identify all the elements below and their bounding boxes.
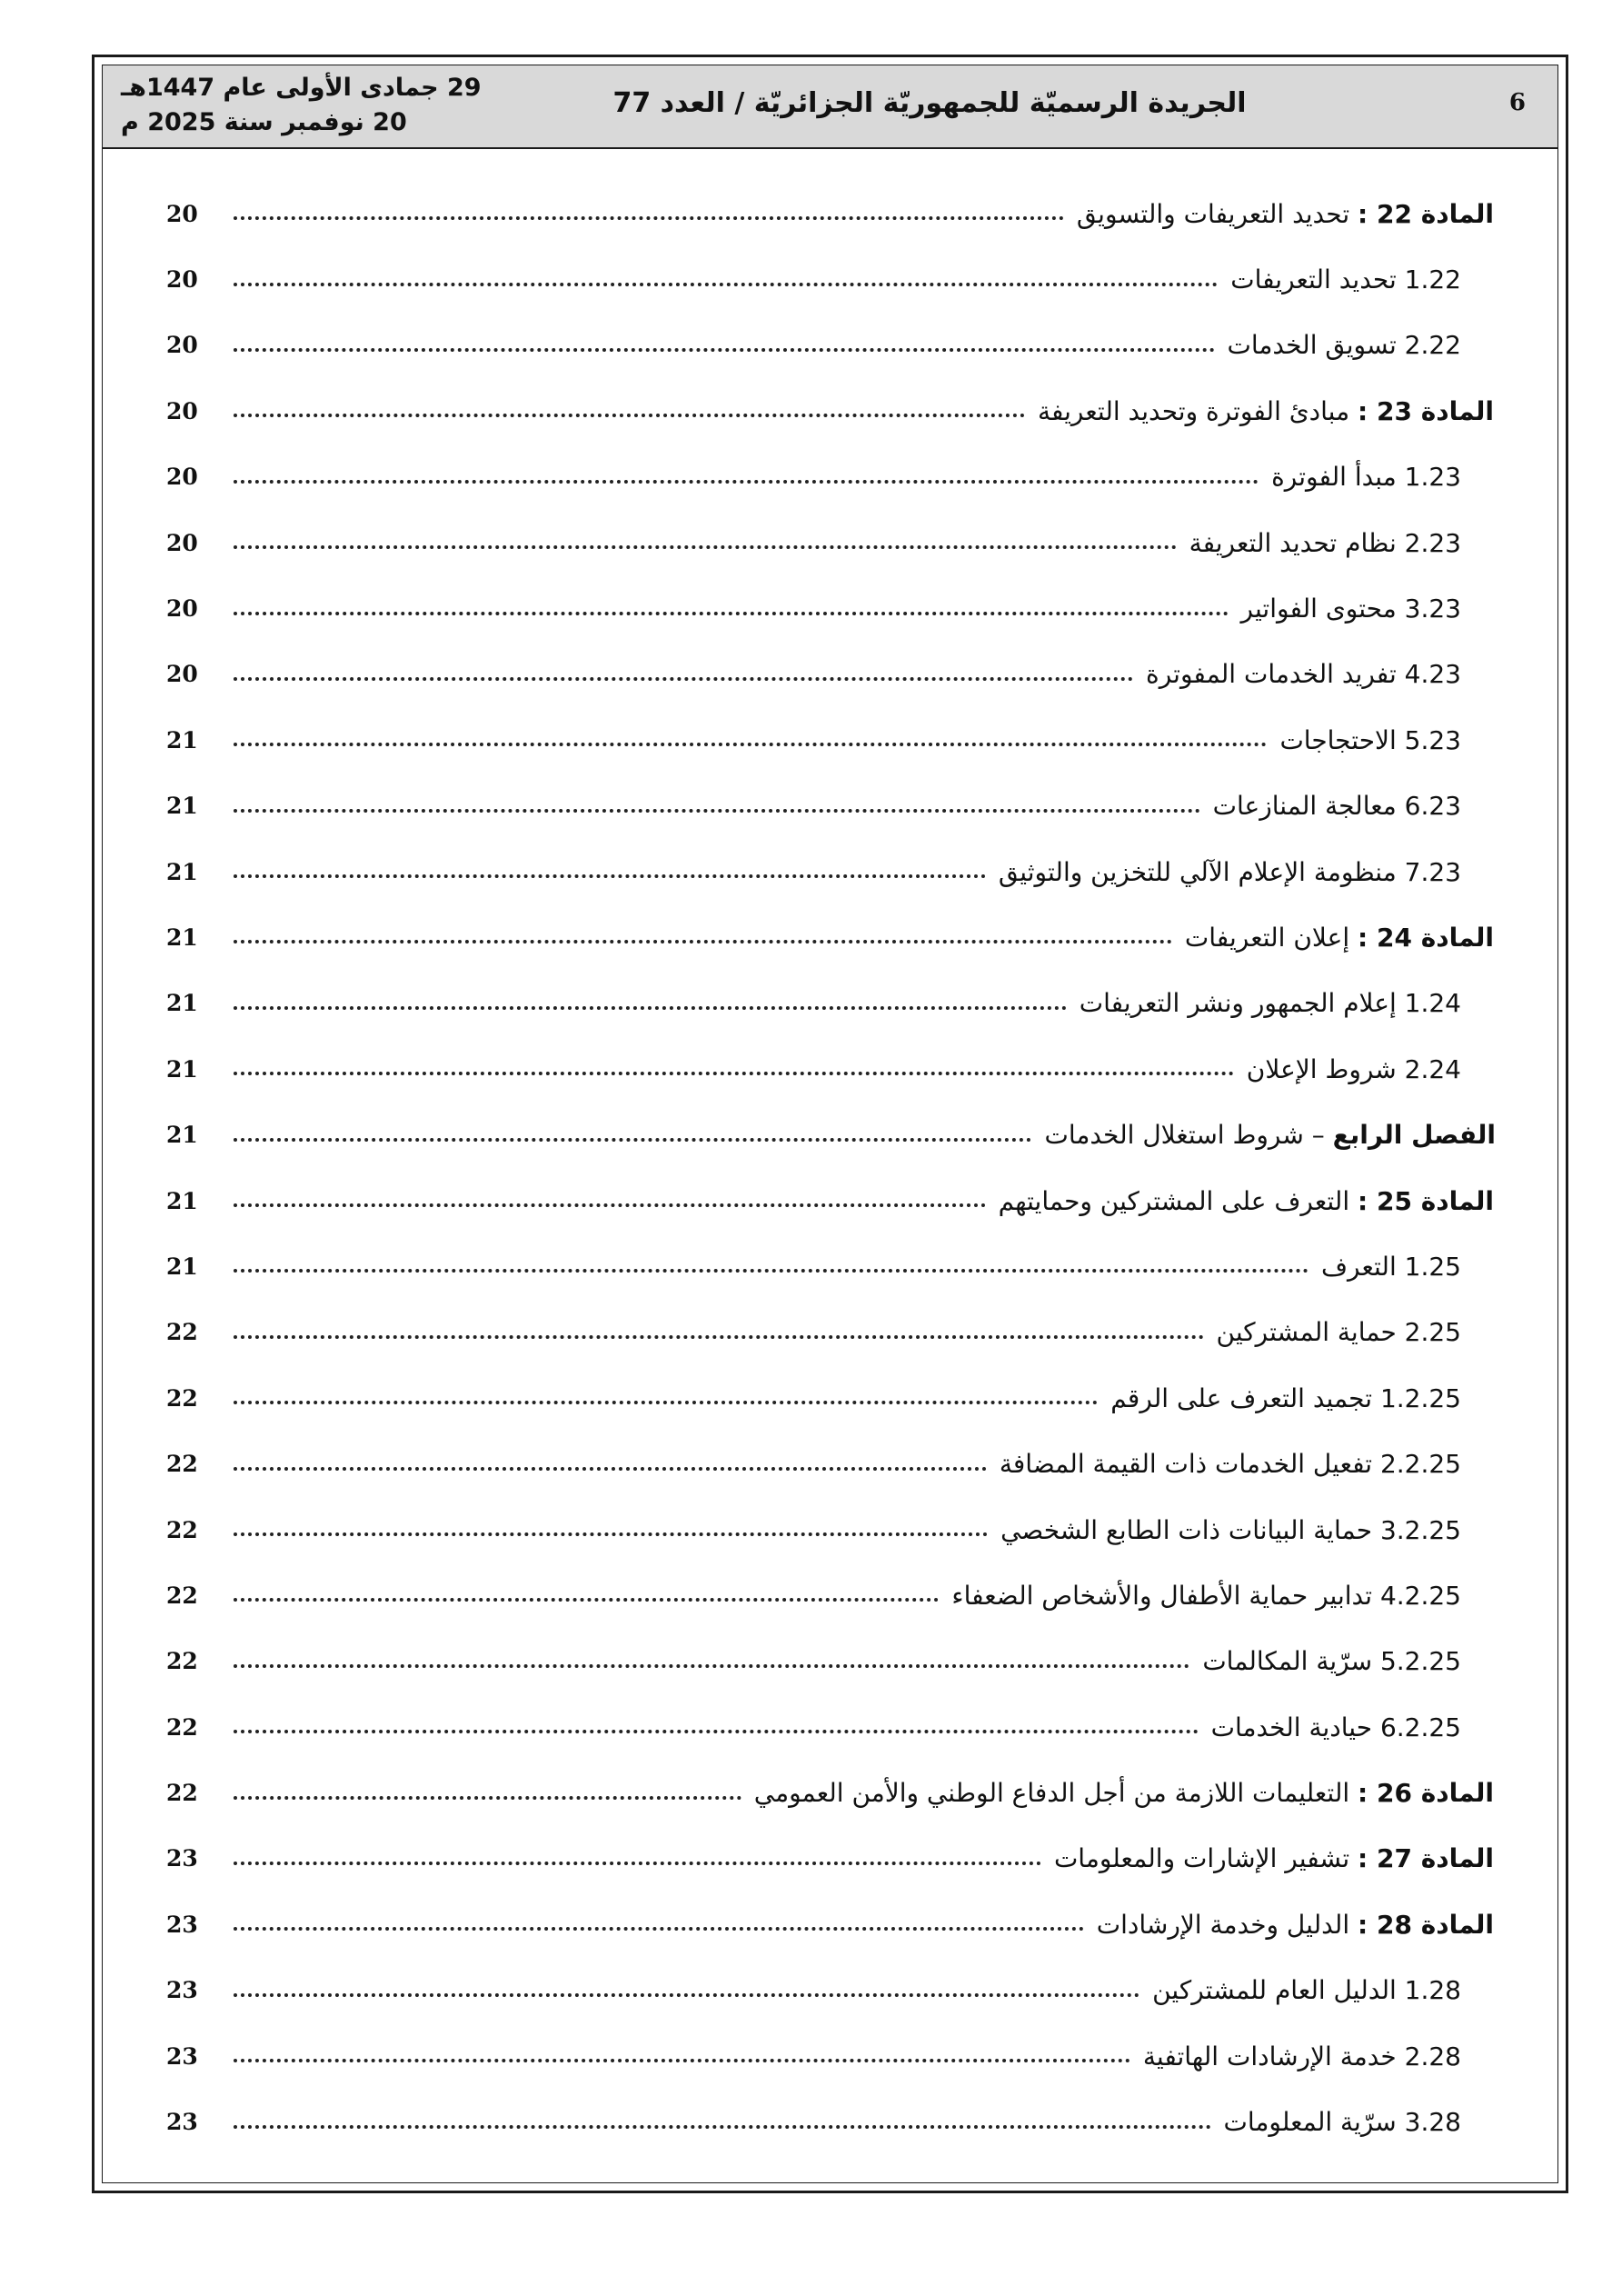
- toc-entry-text: 2.25 حماية المشتركين: [1216, 1317, 1461, 1348]
- toc-entry-text: 3.2.25 حماية البيانات ذات الطابع الشخصي: [1000, 1514, 1461, 1545]
- toc-entry: [166, 378, 1494, 444]
- toc-page-number: 22: [166, 1582, 198, 1609]
- header-dates: [121, 71, 521, 140]
- dot-leader: [234, 1006, 1067, 1010]
- toc-entry-label: [1044, 1120, 1496, 1150]
- toc-page-number: 20: [166, 595, 198, 623]
- toc-entry-text: التعليمات اللازمة من أجل الدفاع الوطني والأمن العمومي: [753, 1778, 1350, 1809]
- toc-entry-text: 1.28 الدليل العام للمشتركين: [1152, 1975, 1461, 2006]
- toc-page-number: 20: [166, 266, 198, 294]
- toc-entry: [166, 904, 1494, 970]
- toc-entry-text: 1.23 مبدأ الفوترة: [1271, 462, 1461, 493]
- toc-entry: [166, 1365, 1494, 1431]
- dot-leader: [234, 1862, 1041, 1865]
- journal-title: الجريدة الرسميّة للجمهوريّة الجزائريّة / العدد 77: [612, 87, 1247, 119]
- dot-leader: [234, 677, 1133, 681]
- dot-leader: [234, 1138, 1031, 1142]
- toc-entry-text: 2.24 شروط الإعلان: [1246, 1053, 1461, 1084]
- toc-entry-text: 7.23 منظومة الإعلام الآلي للتخزين والتوثيق: [998, 856, 1461, 887]
- toc-entry-heading: الفصل الرابع: [1332, 1120, 1496, 1151]
- toc-entry: [166, 707, 1494, 773]
- toc-page-number: 22: [166, 1780, 198, 1807]
- toc-entry: [166, 1760, 1494, 1825]
- toc-entry-label: [1077, 199, 1494, 229]
- toc-page-number: 21: [166, 990, 198, 1017]
- toc-entry-label: [1211, 1712, 1461, 1742]
- toc-entry-text: 2.22 تسويق الخدمات: [1227, 330, 1461, 361]
- toc-entry: [166, 313, 1494, 378]
- toc-entry-label: [999, 857, 1461, 887]
- toc-entry: [166, 1233, 1494, 1299]
- toc-entry-text: الدليل وخدمة الإرشادات: [1096, 1909, 1350, 1940]
- toc-entry: [166, 1892, 1494, 1957]
- toc-page-number: 21: [166, 1187, 198, 1214]
- dot-leader: [234, 1401, 1098, 1404]
- toc-entry-text: 2.23 نظام تحديد التعريفة: [1189, 527, 1461, 558]
- toc-entry: [166, 510, 1494, 575]
- toc-entry-label: [754, 1778, 1494, 1808]
- toc-entry-label: [1279, 725, 1461, 755]
- dot-leader: [234, 283, 1218, 286]
- toc-entry: [166, 2023, 1494, 2089]
- toc-entry-label: [1143, 2041, 1461, 2071]
- toc-entry-label: [1228, 330, 1462, 360]
- toc-page-number: 21: [166, 1122, 198, 1149]
- toc-entry: [166, 444, 1494, 510]
- toc-entry-text: – شروط استغلال الخدمات: [1044, 1120, 1325, 1151]
- toc-entry-text: 1.24 إعلام الجمهور ونشر التعريفات: [1079, 988, 1461, 1019]
- toc-entry-label: [1000, 1515, 1461, 1545]
- toc-page-number: 22: [166, 1384, 198, 1412]
- toc-page-number: 21: [166, 858, 198, 885]
- toc-entry: [166, 181, 1494, 246]
- toc-entry-label: [1054, 1843, 1494, 1873]
- toc-page-number: 20: [166, 529, 198, 556]
- toc-entry-label: [1000, 1449, 1461, 1479]
- toc-entry-label: [1230, 265, 1461, 294]
- table-of-contents: [166, 181, 1494, 2155]
- toc-entry: [166, 1562, 1494, 1628]
- toc-entry-text: 1.2.25 تجميد التعرف على الرقم: [1110, 1383, 1461, 1413]
- dot-leader: [234, 348, 1215, 352]
- toc-page-number: 23: [166, 1977, 198, 2004]
- toc-entry-label: [1038, 396, 1494, 426]
- toc-entry-heading: المادة 25 :: [1358, 1185, 1494, 1216]
- toc-entry-text: 3.23 محتوى الفواتير: [1240, 594, 1461, 624]
- dot-leader: [234, 1203, 986, 1207]
- toc-entry-label: [1146, 659, 1461, 689]
- dot-leader: [234, 1796, 741, 1800]
- toc-entry-heading: المادة 24 :: [1358, 922, 1494, 953]
- dot-leader: [234, 545, 1177, 549]
- toc-entry-text: 1.22 تحديد التعريفات: [1230, 265, 1461, 295]
- dot-leader: [234, 874, 986, 878]
- toc-page-number: 21: [166, 726, 198, 754]
- toc-page-number: 20: [166, 200, 198, 227]
- toc-entry-label: [1152, 1975, 1461, 2005]
- toc-entry-heading: المادة 23 :: [1358, 395, 1494, 426]
- toc-page-number: 23: [166, 2109, 198, 2136]
- toc-page-number: 22: [166, 1451, 198, 1478]
- toc-entry-label: [1241, 594, 1461, 624]
- toc-entry: [166, 575, 1494, 641]
- toc-page-number: 22: [166, 1319, 198, 1346]
- toc-entry: [166, 1629, 1494, 1694]
- dot-leader: [234, 612, 1229, 615]
- toc-page-number: 20: [166, 332, 198, 359]
- toc-entry: [166, 1102, 1494, 1167]
- toc-entry: [166, 642, 1494, 707]
- dot-leader: [234, 216, 1064, 220]
- toc-entry: [166, 1694, 1494, 1760]
- toc-entry-text: التعرف على المشتركين وحمايتهم: [998, 1185, 1350, 1216]
- toc-entry-label: [1271, 462, 1461, 492]
- toc-page-number: 23: [166, 2042, 198, 2070]
- toc-entry: [166, 1958, 1494, 2023]
- toc-entry-text: 5.23 الاحتجاجات: [1279, 724, 1461, 755]
- toc-page-number: 20: [166, 464, 198, 491]
- toc-page-number: 21: [166, 1055, 198, 1083]
- toc-page-number: 21: [166, 793, 198, 820]
- toc-entry-label: [1110, 1383, 1461, 1413]
- toc-entry-label: [1321, 1252, 1461, 1282]
- dot-leader: [234, 1072, 1234, 1075]
- toc-entry: [166, 839, 1494, 904]
- toc-entry-text: 6.2.25 حيادية الخدمات: [1210, 1712, 1461, 1742]
- dot-leader: [234, 1467, 987, 1471]
- dot-leader: [234, 2125, 1211, 2129]
- page-number: 6: [1508, 89, 1526, 116]
- toc-entry-label: [951, 1581, 1461, 1611]
- dot-leader: [234, 809, 1200, 813]
- toc-page-number: 23: [166, 1911, 198, 1938]
- toc-entry-label: [1213, 791, 1461, 821]
- hijri-date: 29 جمادى الأولى عام 1447هـ: [121, 74, 482, 102]
- toc-entry-text: 5.2.25 سرّية المكالمات: [1202, 1646, 1461, 1677]
- toc-entry-heading: المادة 26 :: [1358, 1778, 1494, 1809]
- toc-entry: [166, 246, 1494, 312]
- dot-leader: [234, 1730, 1199, 1733]
- toc-entry-label: [1202, 1646, 1461, 1676]
- toc-entry-text: 3.28 سرّية المعلومات: [1223, 2107, 1461, 2138]
- toc-entry: [166, 1168, 1494, 1233]
- toc-entry: [166, 971, 1494, 1036]
- toc-entry-label: [1247, 1054, 1461, 1084]
- gregorian-date: 20 نوفمبر سنة 2025 م: [121, 108, 407, 136]
- toc-entry-text: إعلان التعريفات: [1184, 922, 1350, 953]
- page-frame-inner: [102, 65, 1558, 2183]
- toc-page-number: 20: [166, 397, 198, 424]
- toc-entry-label: [1224, 2107, 1462, 2137]
- toc-entry: [166, 1497, 1494, 1562]
- dot-leader: [234, 1335, 1204, 1339]
- toc-entry: [166, 1431, 1494, 1496]
- dot-leader: [234, 940, 1172, 943]
- toc-entry: [166, 1826, 1494, 1892]
- toc-entry: [166, 1300, 1494, 1365]
- toc-page-number: 20: [166, 661, 198, 688]
- toc-page-number: 21: [166, 1253, 198, 1280]
- toc-entry-text: تحديد التعريفات والتسويق: [1076, 198, 1350, 229]
- toc-page-number: 22: [166, 1516, 198, 1543]
- toc-entry: [166, 2089, 1494, 2154]
- toc-page-number: 22: [166, 1713, 198, 1741]
- dot-leader: [234, 743, 1267, 746]
- dot-leader: [234, 1664, 1189, 1668]
- toc-entry-label: [1080, 988, 1461, 1018]
- dot-leader: [234, 1532, 988, 1536]
- toc-entry-text: مبادئ الفوترة وتحديد التعريفة: [1037, 395, 1350, 426]
- page-header: [103, 65, 1557, 149]
- toc-entry-label: [1189, 528, 1461, 558]
- toc-entry-label: [1217, 1317, 1461, 1347]
- toc-entry-text: 6.23 معالجة المنازعات: [1212, 791, 1461, 822]
- toc-page-number: 22: [166, 1648, 198, 1675]
- dot-leader: [234, 2059, 1130, 2062]
- toc-entry-text: 2.28 خدمة الإرشادات الهاتفية: [1142, 2041, 1461, 2071]
- dot-leader: [234, 1598, 939, 1602]
- toc-entry: [166, 774, 1494, 839]
- page-frame: [92, 55, 1568, 2193]
- toc-page-number: 21: [166, 923, 198, 951]
- toc-entry-text: 4.23 تفريد الخدمات المفوترة: [1146, 659, 1461, 690]
- toc-entry-heading: المادة 22 :: [1358, 198, 1494, 229]
- toc-entry-label: [999, 1186, 1494, 1216]
- toc-entry-text: 4.2.25 تدابير حماية الأطفال والأشخاص الضعفاء: [951, 1580, 1461, 1611]
- toc-entry-label: [1097, 1910, 1494, 1940]
- toc-entry-text: 2.2.25 تفعيل الخدمات ذات القيمة المضافة: [999, 1449, 1461, 1480]
- dot-leader: [234, 414, 1025, 417]
- dot-leader: [234, 480, 1259, 484]
- toc-entry-heading: المادة 28 :: [1358, 1909, 1494, 1940]
- toc-entry-text: تشفير الإشارات والمعلومات: [1053, 1843, 1350, 1874]
- toc-entry-text: 1.25 التعرف: [1321, 1251, 1461, 1282]
- toc-entry: [166, 1036, 1494, 1102]
- dot-leader: [234, 1993, 1139, 1997]
- dot-leader: [234, 1927, 1084, 1931]
- toc-entry-label: [1185, 923, 1494, 953]
- toc-entry-heading: المادة 27 :: [1358, 1843, 1494, 1874]
- dot-leader: [234, 1269, 1309, 1273]
- toc-page-number: 23: [166, 1845, 198, 1872]
